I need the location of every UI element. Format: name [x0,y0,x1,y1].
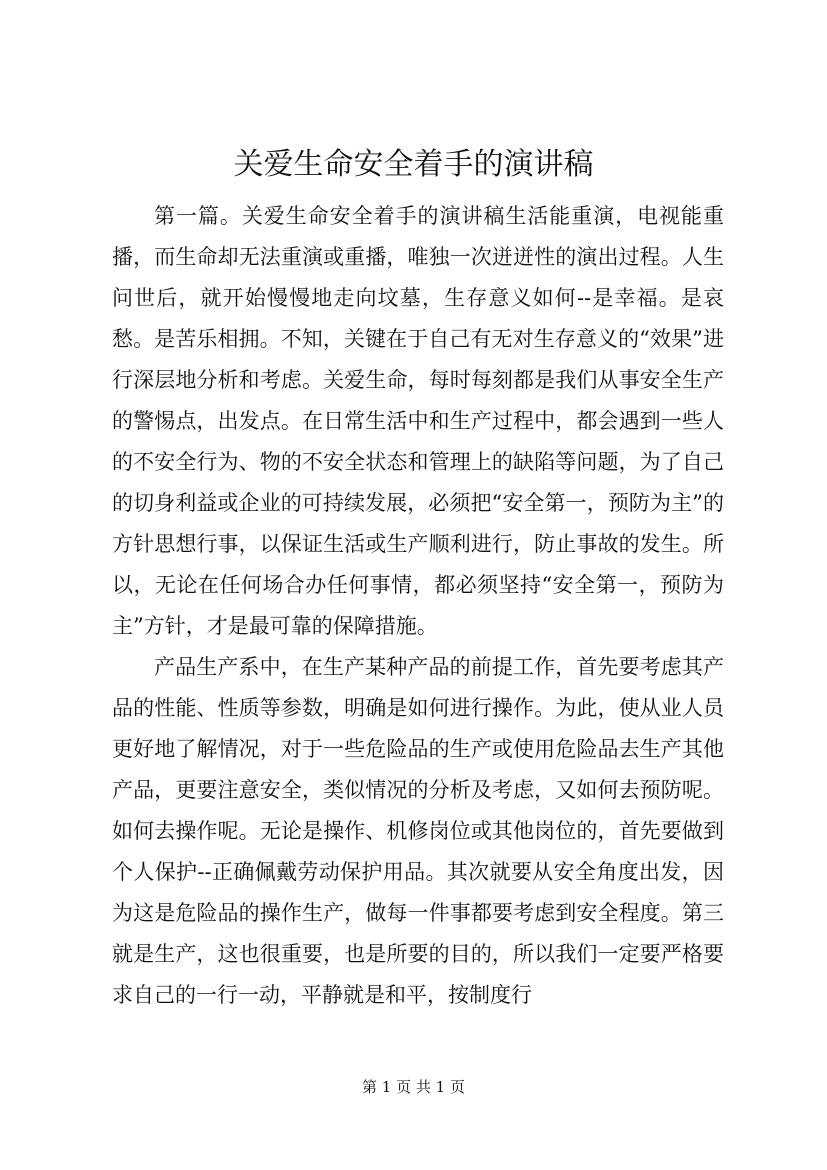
document-title: 关爱生命安全着手的演讲稿 [233,147,594,182]
paragraph-2: 产品生产系中，在生产某种产品的前提工作，首先要考虑其产品的性能、性质等参数，明确是如何进行操作。为此，使从业人员更好地了解情况，对于一些危险品的生产或使用危险品去生产其他产品，更要注意安全，类似情况的分析及考虑，又如何去预防呢。如何去操作呢。无论是操作、机修岗位或其他岗位的，首先要做到个人保护--正确佩戴劳动保护用品。其次就要从安全角度出发，因为这是危险品的操作生产，做每一件事都要考虑到安全程度。第三就是生产，这也很重要，也是所要的目的，所以我们一定要严格要求自己的一行一动，平静就是和平，按制度行 [112,655,724,1007]
paragraph-1: 第一篇。关爱生命安全着手的演讲稿生活能重演，电视能重播，而生命却无法重演或重播，唯独一次迸迸性的演出过程。人生问世后，就开始慢慢地走向坟墓，生存意义如何--是幸福。是哀愁。是苦乐相拥。不知，关键在于自己有无对生存意义的“效果”进行深层地分析和考虑。关爱生命，每时每刻都是我们从事安全生产的警惕点，出发点。在日常生活中和生产过程中，都会遇到一些人的不安全行为、物的不安全状态和管理上的缺陷等问题，为了自己的切身利益或企业的可持续发展，必须把“安全第一，预防为主”的方针思想行事，以保证生活或生产顺利进行，防止事故的发生。所以，无论在任何场合办任何事情，都必须坚持“安全第一，预防为主”方针，才是最可靠的保障措施。 [112,204,724,638]
page-footer: 第 1 页 共 1 页 [362,1078,465,1096]
document-body [112,196,724,1016]
